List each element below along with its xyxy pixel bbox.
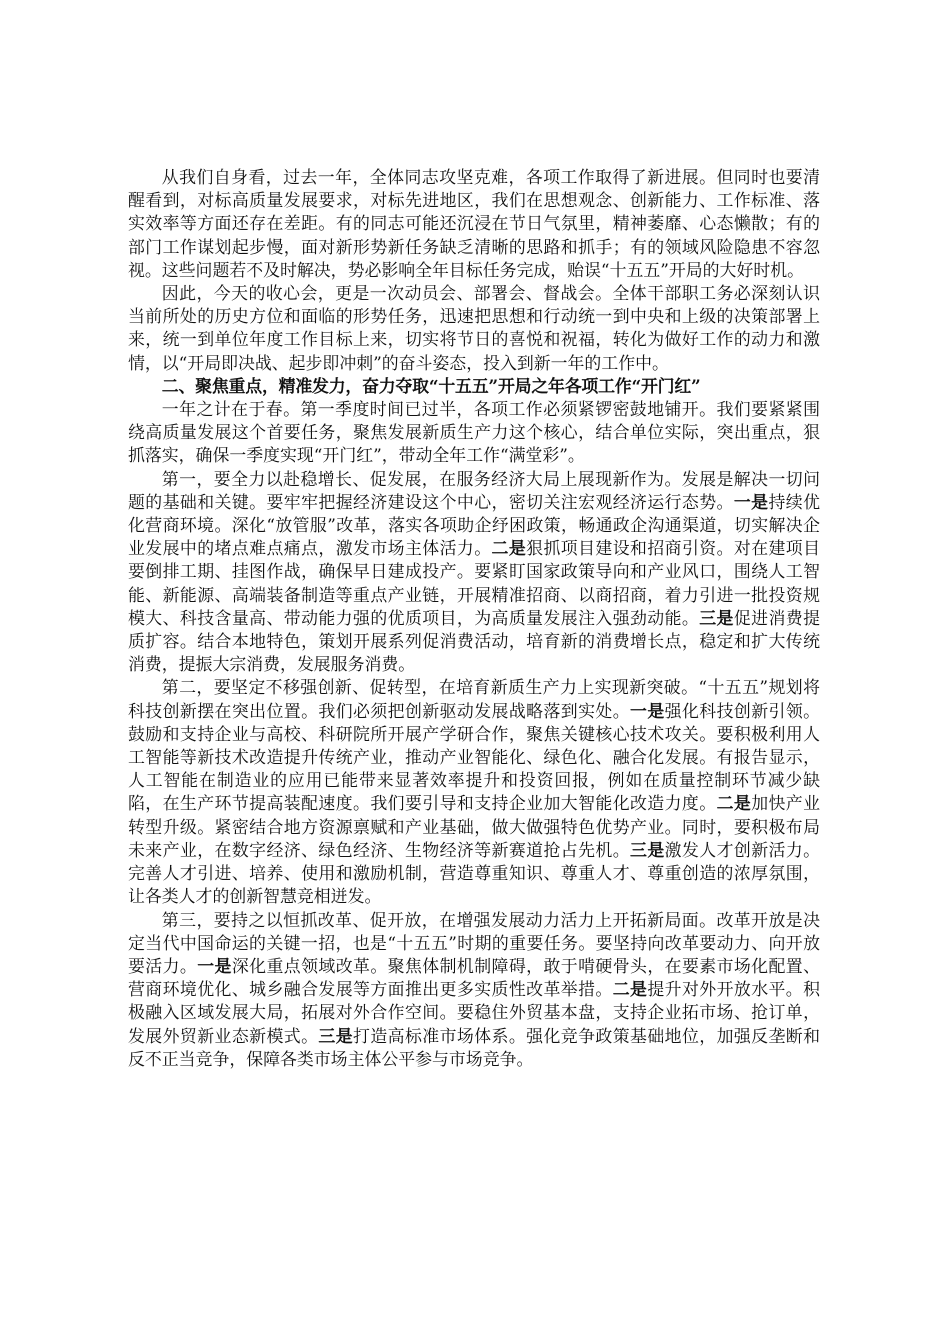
paragraph-text: 激发人才创新活力。完善人才引进、培养、使用和激励机制，营造尊重知识、尊重人才、尊重创造的浓厚氛围，让各类人才的创新智慧竞相迸发。: [128, 839, 821, 907]
paragraph-intro: 第二，要坚定不移强创新、促转型，在培育新质生产力上实现新突破。“十五五”规划将科技创新摆在突出位置。我们必须把创新驱动发展战略落到实处。: [128, 677, 820, 721]
keyword-second: 二是: [612, 979, 648, 1000]
keyword-first: 一是: [630, 700, 665, 721]
paragraph-mobilization: 因此，今天的收心会，更是一次动员会、部署会、督战会。全体干部职工务必深刻认识当前所处的历史方位和面临的形势任务，迅速把思想和行动统一到中央和上级的决策部署上来，统一到单位年度工作目标上来，切实将节日的喜悦和祝福，转化为做好工作的动力和激情，以“开局即决战、起步即冲刺”的奋斗姿态，投入到新一年的工作中。: [128, 283, 820, 373]
keyword-third: 三是: [699, 607, 734, 628]
paragraph-spring-plan: 一年之计在于春。第一季度时间已过半，各项工作必须紧锣密鼓地铺开。我们要紧紧围绕高质量发展这个首要任务，聚焦发展新质生产力这个核心，结合单位实际，突出重点，狠抓落实，确保一季度实现“开门红”，带动全年工作“满堂彩”。: [128, 399, 820, 466]
keyword-second: 二是: [491, 538, 527, 559]
document-body: [128, 166, 820, 1071]
paragraph-text: 深化重点领域改革。聚焦体制机制障碍，敢于啃硬骨头，在要素市场化配置、营商环境优化、城乡融合发展等方面推出更多实质性改革举措。: [128, 955, 821, 1000]
paragraph-first-task: [128, 468, 820, 677]
paragraph-text: 强化科技创新引领。鼓励和支持企业与高校、科研院所开展产学研合作，聚焦关键核心技术攻关。要积极利用人工智能等新技术改造提升传统产业，推动产业智能化、绿色化、融合化发展。有报告显示，人工智能在制造业的应用已能带来显著效率提升和投资回报，例如在质量控制环节减少缺陷，在生产环节提高装配速度。我们要引导和支持企业加大智能化改造力度。: [128, 700, 821, 814]
paragraph-third-task: [128, 909, 820, 1071]
keyword-third: 三是: [630, 839, 665, 860]
keyword-first: 一是: [197, 955, 232, 976]
keyword-third: 三是: [318, 1025, 354, 1046]
keyword-first: 一是: [733, 491, 769, 512]
paragraph-intro: 第三，要持之以恒抓改革、促开放，在增强发展动力活力上开拓新局面。改革开放是决定当代中国命运的关键一招，也是“十五五”时期的重要任务。要坚持向改革要动力、向开放要活力。: [128, 909, 820, 976]
paragraph-text: 狠抓项目建设和招商引资。对在建项目要倒排工期、挂图作战，确保早日建成投产。要紧盯国家政策导向和产业风口，围绕人工智能、新能源、高端装备制造等重点产业链，开展精准招商、以商招商，着力引进一批投资规模大、科技含量高、带动能力强的优质项目，为高质量发展注入强劲动能。: [128, 538, 821, 628]
paragraph-self-assessment: 从我们自身看，过去一年，全体同志攻坚克难，各项工作取得了新进展。但同时也要清醒看到，对标高质量发展要求，对标先进地区，我们在思想观念、创新能力、工作标准、落实效率等方面还存在差距。有的同志可能还沉浸在节日气氛里，精神萎靡、心态懒散；有的部门工作谋划起步慢，面对新形势新任务缺乏清晰的思路和抓手；有的领域风险隐患不容忽视。这些问题若不及时解决，势必影响全年目标任务完成，贻误“十五五”开局的大好时机。: [128, 167, 820, 280]
paragraph-text: 打造高标准市场体系。强化竞争政策基础地位，加强反垄断和反不正当竞争，保障各类市场主体公平参与市场竞争。: [128, 1025, 821, 1069]
paragraph-second-task: [128, 676, 820, 908]
keyword-second: 二是: [716, 793, 752, 814]
paragraph-intro: 第一，要全力以赴稳增长、促发展，在服务经济大局上展现新作为。发展是解决一切问题的基础和关键。要牢牢把握经济建设这个中心，密切关注宏观经济运行态势。: [128, 468, 820, 512]
paragraph-text: 提升对外开放水平。积极融入区域发展大局，拓展对外合作空间。要稳住外贸基本盘，支持企业拓市场、抢订单，发展外贸新业态新模式。: [128, 979, 821, 1046]
paragraph-text: 促进消费提质扩容。结合本地特色，策划开展系列促消费活动，培育新的消费增长点，稳定和扩大传统消费，提振大宗消费，发展服务消费。: [128, 607, 821, 675]
paragraph-text: 持续优化营商环境。深化“放管服”改革，落实各项助企纾困政策，畅通政企沟通渠道，切实解决企业发展中的堵点难点痛点，激发市场主体活力。: [128, 491, 821, 559]
section-heading-2: 二、聚焦重点，精准发力，奋力夺取“十五五”开局之年各项工作“开门红”: [161, 375, 701, 396]
paragraph-text: 加快产业转型升级。紧密结合地方资源禀赋和产业基础，做大做强特色优势产业。同时，要积极布局未来产业，在数字经济、绿色经济、生物经济等新赛道抢占先机。: [128, 793, 821, 860]
